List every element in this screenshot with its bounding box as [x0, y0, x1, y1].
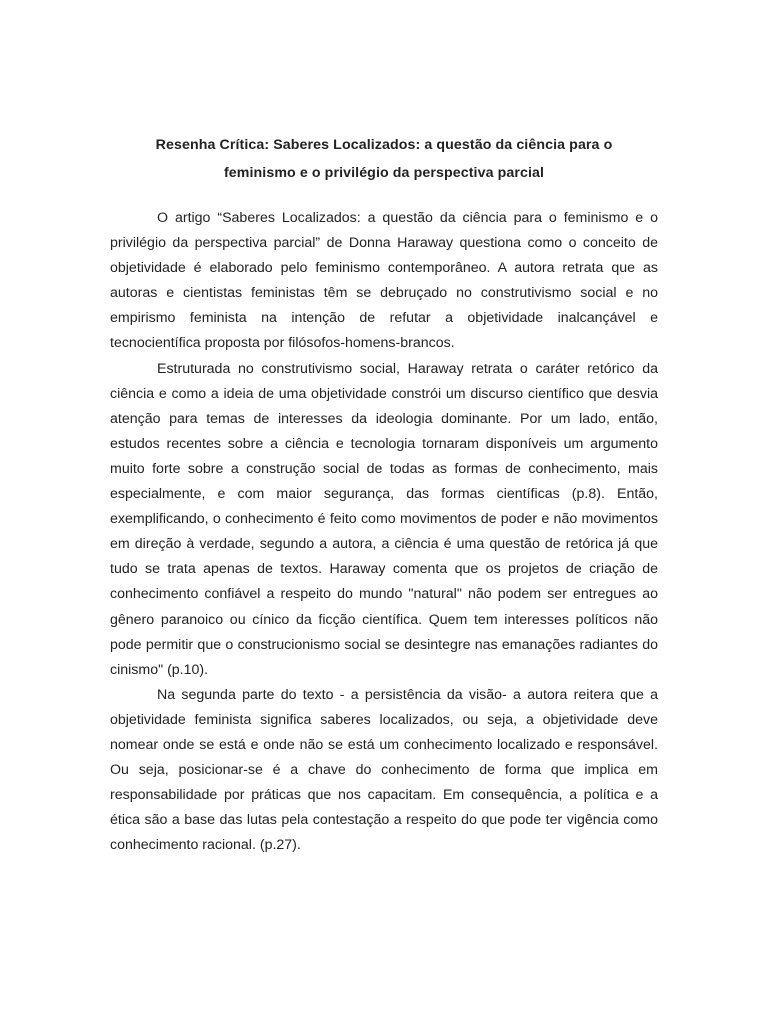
document-title [110, 131, 658, 187]
title-line-2: feminismo e o privilégio da perspectiva parcial [223, 165, 545, 181]
title-line-1: Resenha Crítica: Saberes Localizados: a questão da ciência para o [155, 137, 613, 153]
paragraph-3: Na segunda parte do texto - a persistência da visão- a autora reitera que a objetividade feminista significa saberes localizados, ou seja, a objetividade deve nomear onde se está e onde não se está um conhecimento localizado e responsável. Ou seja, posicionar-se é a chave do conhecimento de forma que implica em responsabilidade por práticas que nos capacitam. Em consequência, a política e a ética são a base das lutas pela contestação a respeito do que pode ter vigência como conhecimento racional. (p.27). [110, 686, 658, 854]
document-body [110, 206, 658, 858]
paragraph-2: Estruturada no construtivismo social, Haraway retrata o caráter retórico da ciência e como a ideia de uma objetividade constrói um discurso científico que desvia atenção para temas de interesses da ideologia dominante. Por um lado, então, estudos recentes sobre a ciência e tecnologia tornaram disponíveis um argumento muito forte sobre a construção social de todas as formas de conhecimento, mais especialmente, e com maior segurança, das formas científicas (p.8). Então, exemplificando, o conhecimento é feito como movimentos de poder e não movimentos em direção à verdade, segundo a autora, a ciência é uma questão de retórica já que tudo se trata apenas de textos. Haraway comenta que os projetos de criação de conhecimento confiável a respeito do mundo "natural" não podem ser entregues ao gênero paranoico ou cínico da ficção científica. Quem tem interesses políticos não pode permitir que o construcionismo social se desintegre nas emanações radiantes do cinismo" (p.10). [110, 360, 658, 678]
paragraph-1: O artigo “Saberes Localizados: a questão da ciência para o feminismo e o privilégio da perspectiva parcial” de Donna Haraway questiona como o conceito de objetividade é elaborado pelo feminismo contemporâneo. A autora retrata que as autoras e cientistas feministas têm se debruçado no construtivismo social e no empirismo feminista na intenção de refutar a objetividade inalcançável e tecnocientífica proposta por filósofos-homens-brancos. [110, 210, 658, 352]
